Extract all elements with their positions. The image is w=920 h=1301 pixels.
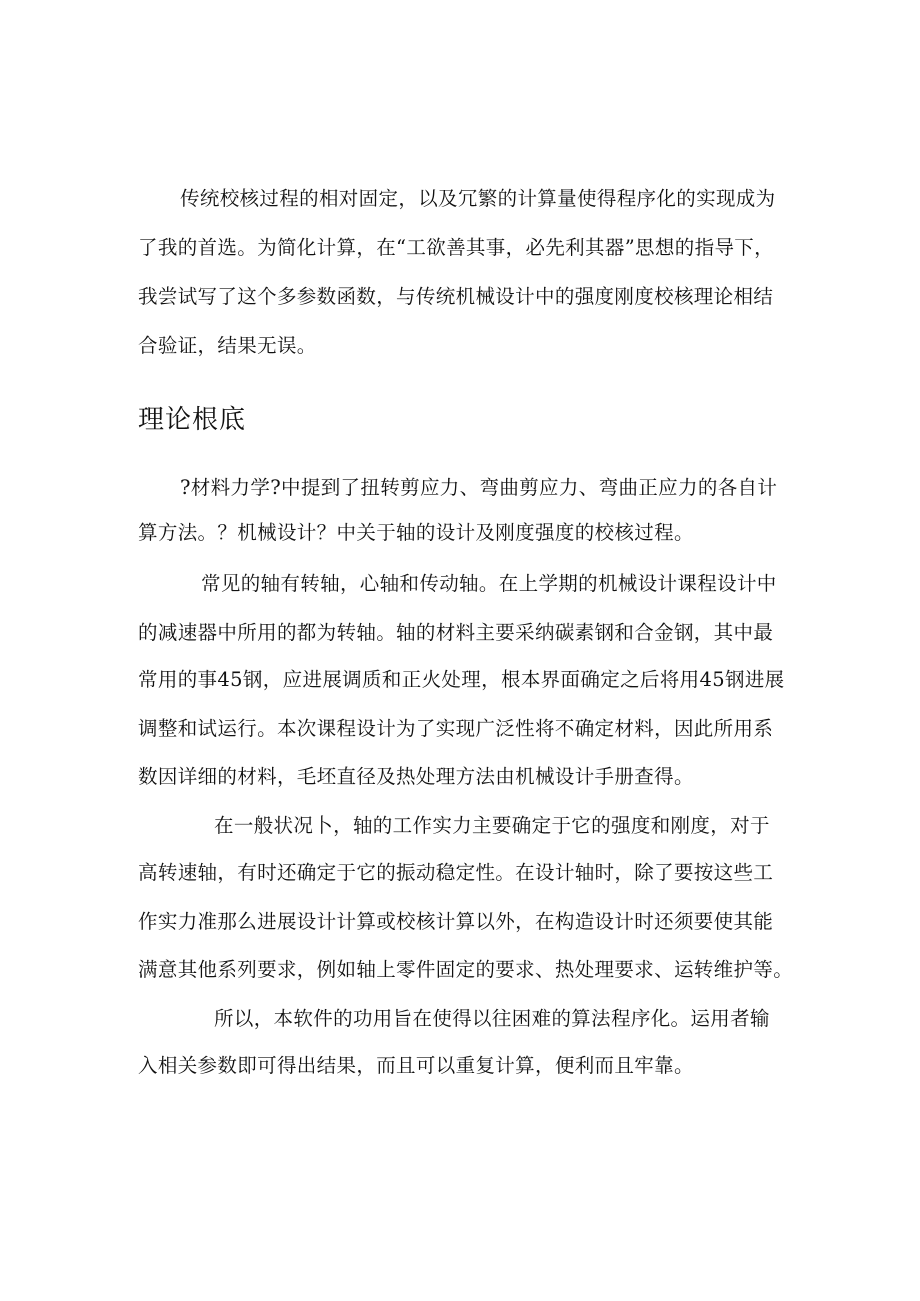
para3-line-1: 在一般状况卜，轴的工作实力主要确定于它的强度和刚度，对于 [214,814,770,837]
intro-line-1: 传统校核过程的相对固定，以及冗繁的计算量使得程序化的实现成为 [180,187,776,210]
para2-line-3: 常用的事45钢，应进展调质和正火处理，根本界面确定之后将用45钢进展 [138,668,785,691]
para1-line-2: 算方法。？机械设计？中关于轴的设计及刚度强度的校核过程。 [138,521,694,544]
intro-line-3: 我尝试写了这个多参数函数，与传统机械设计中的强度刚度校核理论相结 [138,285,774,308]
intro-line-2: 了我的首选。为简化计算，在“工欲善其事，必先利其器”思想的指导下， [138,236,774,259]
para4-line-1: 所以，本软件的功用旨在使得以往困难的算法程序化。运用者输 [214,1007,770,1030]
para2-line-2: 的减速器中所用的都为转轴。轴的材料主要采纳碳素钢和合金钢，其中最 [138,621,774,644]
intro-line-4: 合验证，结果无误。 [138,334,317,357]
para2-line-5: 数因详细的材料，毛坯直径及热处理方法由机械设计手册查得。 [138,765,694,788]
para1-line-1: ?材料力学?中提到了扭转剪应力、弯曲剪应力、弯曲正应力的各自计 [180,476,778,499]
para3-line-4: 满意其他系列要求，例如轴上零件固定的要求、热处理要求、运转维护等。 [138,958,794,981]
section-title: 理论根底 [138,405,247,435]
para3-line-3: 作实力准那么进展设计计算或校核计算以外，在构造设计时还须要使其能 [138,910,774,933]
para4-line-2: 入相关参数即可得出结果，而且可以重复计算，便利而且牢靠。 [138,1054,694,1077]
para2-line-4: 调整和试运行。本次课程设计为了实现广泛性将不确定材料，因此所用系 [138,717,774,740]
para3-line-2: 高转速轴，有时还确定于它的振动稳定性。在设计轴时，除了要按这些工 [138,861,774,884]
para2-line-1: 常见的轴有转轴，心轴和传动轴。在上学期的机械设计课程设计中 [201,572,777,595]
